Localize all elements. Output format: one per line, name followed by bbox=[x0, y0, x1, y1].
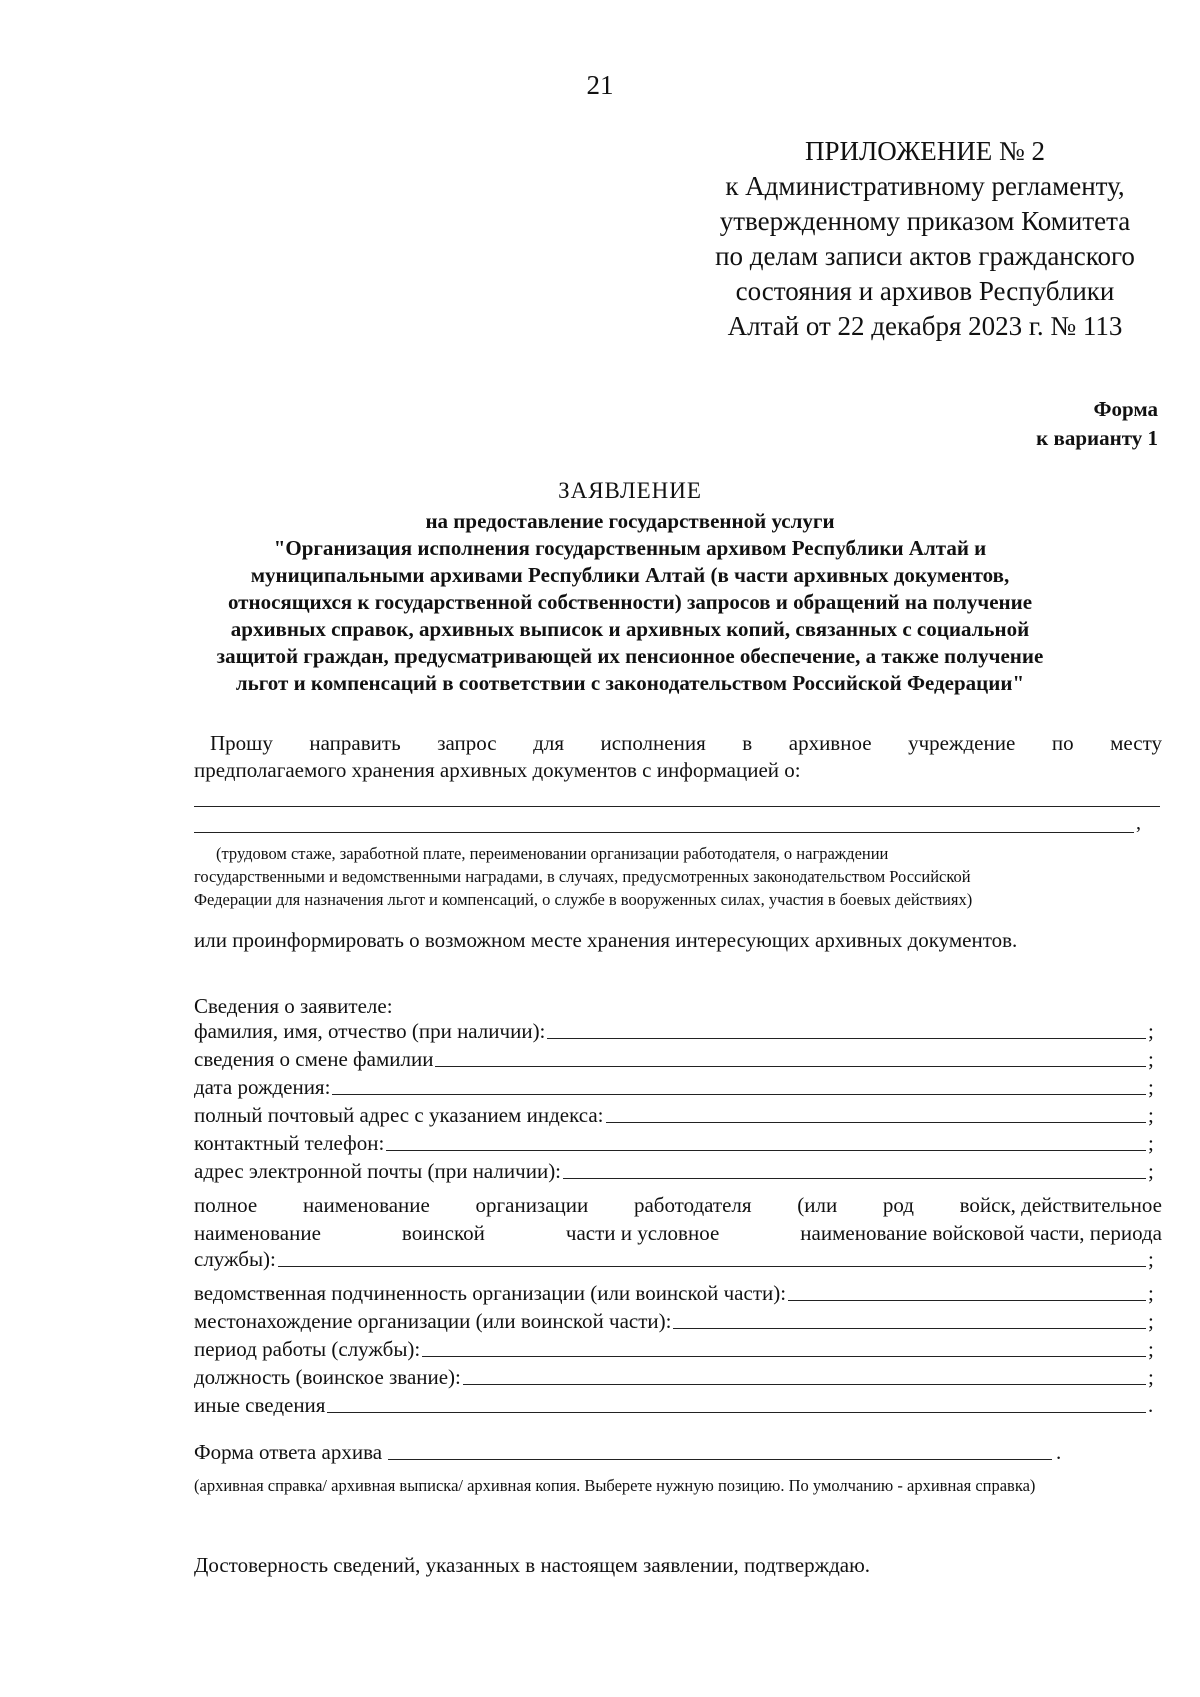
field-label: период работы (службы): bbox=[194, 1337, 421, 1361]
field-end: ; bbox=[1148, 1281, 1154, 1305]
field-work-period bbox=[194, 1334, 1162, 1362]
hint-line: (трудовом стаже, заработной плате, переименовании организации работодателя, о награждении bbox=[216, 844, 889, 863]
employer-word: работодателя bbox=[633, 1193, 752, 1217]
page-number: 21 bbox=[586, 70, 614, 100]
form-label-line: Форма bbox=[1093, 397, 1158, 421]
employer-word: (или bbox=[797, 1193, 838, 1217]
annex-title: ПРИЛОЖЕНИЕ № 2 bbox=[804, 136, 1046, 166]
field-end: ; bbox=[1148, 1159, 1154, 1183]
subtitle-line: архивных справок, архивных выписок и архивных копий, связанных с социальной bbox=[230, 617, 1030, 641]
employer-word: наименование bbox=[302, 1193, 430, 1217]
request-word: запрос bbox=[437, 731, 497, 755]
field-phone bbox=[194, 1128, 1162, 1156]
work-period-input[interactable] bbox=[422, 1355, 1146, 1357]
request-word: по bbox=[1051, 731, 1074, 755]
answer-form-label: Форма ответа архива bbox=[194, 1440, 383, 1464]
statement-title: ЗАЯВЛЕНИЕ bbox=[558, 478, 702, 503]
field-end: ; bbox=[1148, 1075, 1154, 1099]
applicant-heading: Сведения о заявителе: bbox=[194, 994, 393, 1018]
field-postal-address bbox=[194, 1100, 1162, 1128]
other-info-input[interactable] bbox=[327, 1411, 1146, 1413]
answer-form-input[interactable] bbox=[388, 1458, 1052, 1460]
field-label: сведения о смене фамилии bbox=[194, 1047, 434, 1071]
subordination-input[interactable] bbox=[788, 1299, 1146, 1301]
inform-option-text: или проинформировать о возможном месте хранения интересующих архивных документов. bbox=[194, 928, 1018, 952]
answer-form-end: . bbox=[1056, 1440, 1062, 1464]
birth-date-input[interactable] bbox=[332, 1093, 1146, 1095]
employer-word: род bbox=[882, 1193, 914, 1217]
subtitle-line: льгот и компенсаций в соответствии с законодательством Российской Федерации" bbox=[235, 671, 1025, 695]
hint-line: Федерации для назначения льгот и компенсаций, о службе в вооруженных силах, участия в боевых действиях) bbox=[194, 890, 973, 909]
annex-line: к Административному регламенту, bbox=[725, 171, 1125, 201]
request-line-2: предполагаемого хранения архивных документов с информацией о: bbox=[194, 758, 801, 782]
request-line-1 bbox=[194, 730, 1162, 757]
full-name-input[interactable] bbox=[547, 1037, 1146, 1039]
field-end: ; bbox=[1148, 1247, 1154, 1271]
request-word: учреждение bbox=[908, 731, 1016, 755]
hint-line: государственными и ведомственными наградами, в случаях, предусмотренных законодательством Российской bbox=[194, 867, 971, 886]
email-input[interactable] bbox=[563, 1177, 1146, 1179]
field-label: иные сведения bbox=[194, 1393, 326, 1417]
annex-line: Алтай от 22 декабря 2023 г. № 113 bbox=[727, 311, 1123, 341]
field-label: местонахождение организации (или воинской части): bbox=[194, 1309, 672, 1333]
annex-line: по делам записи актов гражданского bbox=[715, 241, 1135, 271]
request-word: Прошу bbox=[210, 731, 273, 755]
field-subordination bbox=[194, 1278, 1162, 1306]
info-fill-line-1[interactable] bbox=[194, 806, 1160, 807]
position-input[interactable] bbox=[463, 1383, 1146, 1385]
field-other-info bbox=[194, 1390, 1162, 1418]
request-word: месту bbox=[1110, 731, 1162, 755]
request-word: исполнения bbox=[600, 731, 706, 755]
employer-line-1 bbox=[194, 1191, 1162, 1219]
request-word: архивное bbox=[788, 731, 872, 755]
annex-header bbox=[690, 134, 1160, 344]
field-position bbox=[194, 1362, 1162, 1390]
employer-word: организации bbox=[475, 1193, 589, 1217]
confirmation-text: Достоверность сведений, указанных в настоящем заявлении, подтверждаю. bbox=[194, 1553, 871, 1577]
form-variant-label bbox=[1036, 395, 1158, 453]
field-full-name bbox=[194, 1016, 1162, 1044]
request-word: для bbox=[533, 731, 564, 755]
surname-change-input[interactable] bbox=[435, 1065, 1146, 1067]
field-end: . bbox=[1148, 1393, 1154, 1417]
field-label: контактный телефон: bbox=[194, 1131, 385, 1155]
request-word: направить bbox=[309, 731, 401, 755]
employer-word: наименование войсковой части, периода bbox=[800, 1221, 1162, 1245]
employer-word: наименование bbox=[194, 1221, 321, 1245]
field-label: фамилия, имя, отчество (при наличии): bbox=[194, 1019, 546, 1043]
employer-word: части и условное bbox=[565, 1221, 720, 1245]
field-location bbox=[194, 1306, 1162, 1334]
statement-subtitle bbox=[170, 508, 1090, 697]
answer-form-hint: (архивная справка/ архивная выписка/ архивная копия. Выберете нужную позицию. По умолчанию - архивная справка) bbox=[194, 1476, 1036, 1495]
field-employer bbox=[194, 1191, 1162, 1247]
employer-line-2 bbox=[194, 1219, 1162, 1247]
field-label: службы): bbox=[194, 1247, 276, 1271]
field-end: ; bbox=[1148, 1047, 1154, 1071]
info-comma: , bbox=[1136, 812, 1141, 834]
field-end: ; bbox=[1148, 1131, 1154, 1155]
field-label: полный почтовый адрес с указанием индекса: bbox=[194, 1103, 604, 1127]
employer-input[interactable] bbox=[278, 1265, 1146, 1267]
location-input[interactable] bbox=[673, 1327, 1146, 1329]
phone-input[interactable] bbox=[386, 1149, 1146, 1151]
subtitle-line: "Организация исполнения государственным архивом Республики Алтай и bbox=[273, 536, 987, 560]
field-end: ; bbox=[1148, 1103, 1154, 1127]
field-label: адрес электронной почты (при наличии): bbox=[194, 1159, 562, 1183]
field-end: ; bbox=[1148, 1337, 1154, 1361]
field-label: ведомственная подчиненность организации (или воинской части): bbox=[194, 1281, 787, 1305]
field-label: дата рождения: bbox=[194, 1075, 331, 1099]
employer-word: воинской bbox=[401, 1221, 485, 1245]
field-end: ; bbox=[1148, 1309, 1154, 1333]
field-surname-change bbox=[194, 1044, 1162, 1072]
answer-form-row bbox=[194, 1440, 1162, 1465]
request-word: в bbox=[742, 731, 753, 755]
employer-word: войск, действительное bbox=[959, 1193, 1162, 1217]
field-birth-date bbox=[194, 1072, 1162, 1100]
field-label: должность (воинское звание): bbox=[194, 1365, 461, 1389]
subtitle-line: защитой граждан, предусматривающей их пенсионное обеспечение, а также получение bbox=[216, 644, 1044, 668]
field-end: ; bbox=[1148, 1365, 1154, 1389]
subtitle-line: муниципальными архивами Республики Алтай (в части архивных документов, bbox=[250, 563, 1010, 587]
employer-word: полное bbox=[194, 1193, 258, 1217]
subtitle-line: на предоставление государственной услуги bbox=[425, 509, 835, 533]
postal-address-input[interactable] bbox=[606, 1121, 1147, 1123]
field-end: ; bbox=[1148, 1019, 1154, 1043]
annex-line: утвержденному приказом Комитета bbox=[719, 206, 1131, 236]
info-fill-line-2[interactable] bbox=[194, 832, 1134, 833]
field-service-period bbox=[194, 1244, 1162, 1272]
form-label-line: к варианту 1 bbox=[1036, 426, 1158, 450]
info-hint bbox=[194, 842, 1162, 911]
subtitle-line: относящихся к государственной собственности) запросов и обращений на получение bbox=[227, 590, 1033, 614]
annex-line: состояния и архивов Республики bbox=[735, 276, 1115, 306]
field-email bbox=[194, 1156, 1162, 1184]
request-paragraph bbox=[194, 730, 1162, 784]
